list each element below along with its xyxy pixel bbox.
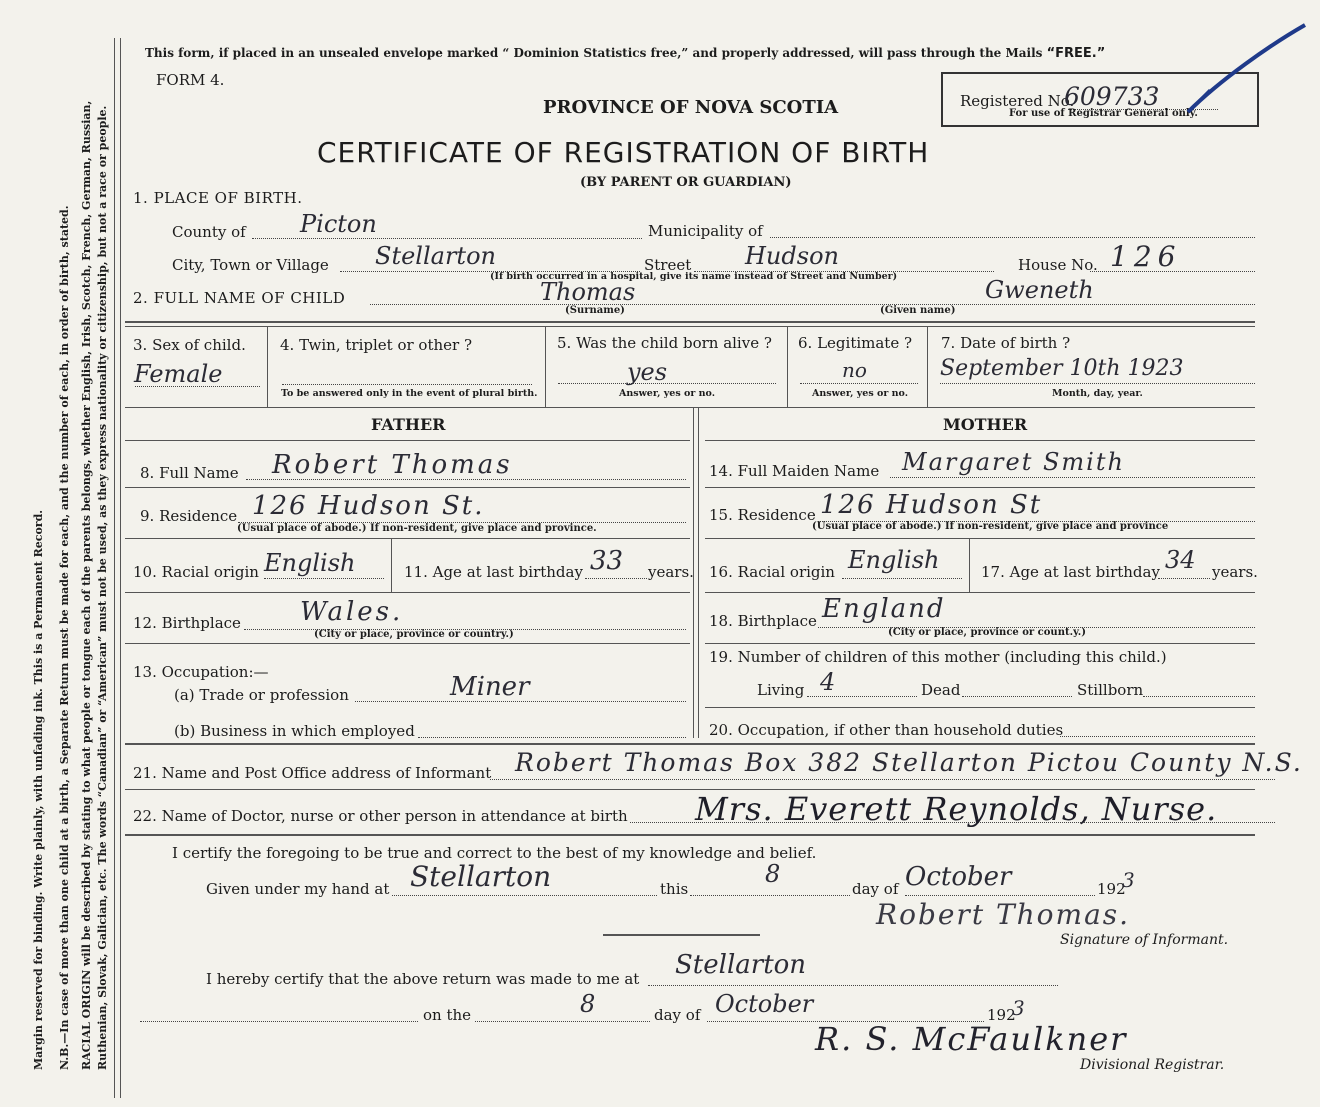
row-divider [125,440,690,441]
row-divider [705,643,1255,644]
return-year-suffix: 3 [1012,996,1025,1020]
margin-nb-note: N.B.—In case of more than one child at a birth, a Separate Return must be made for each, and the number of each, in order of birth, stated. [58,205,71,1070]
row-divider [705,440,1255,441]
legit-note: Answer, yes or no. [812,388,909,399]
mother-residence-label: 15. Residence [709,506,816,524]
dead-line [962,696,1072,697]
alive-value: yes [627,358,668,386]
informant-line [490,779,1275,780]
alive-note: Answer, yes or no. [619,388,716,399]
margin-rule [114,38,115,1098]
father-residence-value: 126 Hudson St. [252,491,485,521]
registered-label: Registered No. [960,92,1075,110]
on-the-lead-line [140,1021,418,1022]
father-heading: FATHER [371,415,446,434]
dob-line [940,383,1255,384]
municipality-line [770,237,1255,238]
father-residence-label: 9. Residence [140,507,238,525]
mother-name-label: 14. Full Maiden Name [709,462,880,480]
father-age-unit: years. [648,563,694,581]
mother-name-line [890,477,1255,478]
informant-label: 21. Name and Post Office address of Informant [133,764,492,782]
father-age-label: 11. Age at last birthday [404,563,583,581]
mother-racial-value: English [848,546,940,574]
mother-occupation-line [1060,736,1255,737]
father-age-line [585,578,647,579]
legit-label: 6. Legitimate ? [798,334,913,352]
mother-birthplace-label: 18. Birthplace [709,612,817,630]
signature-rule [603,934,760,936]
mother-name-value: Margaret Smith [902,448,1125,476]
row-divider [705,487,1255,488]
father-racial-label: 10. Racial origin [133,563,259,581]
mail-notice [145,46,1105,61]
mother-age-line [1158,578,1210,579]
informant-signature-caption: Signature of Informant. [1060,932,1229,948]
cell-divider [391,539,392,592]
mail-notice-text: This form, if placed in an unsealed envelope marked “ Dominion Statistics free,” and properly addressed, will pass through the Mails [145,46,1043,60]
row-divider [125,538,690,539]
cell-divider [787,327,788,407]
mother-occupation-label: 20. Occupation, if other than household duties [709,721,1064,739]
row-divider [705,592,1255,593]
given-place-value: Stellarton [410,860,552,893]
dead-label: Dead [921,681,961,699]
row-divider [125,743,1255,745]
row-divider [705,707,1255,708]
margin-racial-note-2: Ruthenian, Slovak, Galician, etc. The words “Canadian” or “American” must not be used, as they express nationality or citizenship, but not a race or people. [96,105,109,1070]
cell-divider [545,327,546,407]
twin-note: To be answered only in the event of plural birth. [281,388,538,399]
dob-value: September 10th 1923 [940,356,1184,381]
stillborn-label: Stillborn [1077,681,1144,699]
living-line [807,696,917,697]
father-racial-line [264,578,384,579]
month-line [905,895,1095,896]
dob-label: 7. Date of birth ? [941,334,1071,352]
on-the-label: on the [423,1006,472,1024]
alive-label: 5. Was the child born alive ? [557,334,772,352]
child-name-line [370,304,1255,305]
certificate-title: CERTIFICATE OF REGISTRATION OF BIRTH [317,136,930,169]
this-label: this [660,880,689,898]
form-number: FORM 4. [156,71,225,89]
row-divider [125,834,1255,836]
return-place-value: Stellarton [675,950,807,980]
margin-binding-note: Margin reserved for binding. Write plainly, with unfading ink. This is a Permanent Record. [32,509,45,1070]
mother-residence-note: (Usual place of abode.) If non-resident, give place and province [812,521,1169,532]
county-line [252,238,642,239]
city-label: City, Town or Village [172,256,329,274]
twin-label: 4. Twin, triplet or other ? [280,336,472,354]
hospital-note: (If birth occurred in a hospital, give its name instead of Street and Number) [490,271,898,282]
county-value: Picton [300,210,377,238]
return-day-value: 8 [580,990,596,1018]
row-divider [125,643,690,644]
this-day-line [690,895,850,896]
row-divider [705,538,1255,539]
street-label: Street [644,256,692,274]
business-line [418,737,686,738]
return-month-value: October [715,990,814,1018]
cell-divider [267,327,268,407]
registrar-caption: Divisional Registrar. [1080,1057,1225,1073]
check-mark-icon [1180,20,1310,120]
row-divider [125,407,1255,408]
house-label: House No. [1018,256,1098,274]
mother-birthplace-note: (City or place, province or count.y.) [888,627,1086,638]
father-name-label: 8. Full Name [140,464,239,482]
occupation-label: 13. Occupation:— [133,663,269,681]
trade-label: (a) Trade or profession [174,686,349,704]
registrar-signature: R. S. McFaulkner [815,1020,1128,1058]
given-caption: (Given name) [880,305,956,316]
twin-line [282,384,532,385]
children-label: 19. Number of children of this mother (including this child.) [709,648,1167,666]
father-birthplace-value: Wales. [300,597,404,627]
margin-rule-inner [120,38,121,1098]
mail-free-text: “FREE.” [1046,46,1106,61]
province-heading: PROVINCE OF NOVA SCOTIA [543,97,839,118]
municipality-label: Municipality of [648,222,763,240]
registrar-note: For use of Registrar General only. [1009,108,1198,119]
legit-line [800,383,918,384]
child-given-value: Gweneth [985,276,1094,304]
return-label: I hereby certify that the above return was made to me at [206,970,640,988]
mother-birthplace-value: England [822,594,946,624]
attendant-label: 22. Name of Doctor, nurse or other person in attendance at birth [133,807,628,825]
cell-divider [969,539,970,592]
attendant-value: Mrs. Everett Reynolds, Nurse. [695,790,1218,828]
living-label: Living [757,681,805,699]
year-prefix: 192 [1097,880,1126,898]
return-place-line [648,985,1058,986]
mother-residence-value: 126 Hudson St [820,490,1043,520]
stillborn-line [1143,696,1255,697]
street-value: Hudson [745,242,839,270]
county-label: County of [172,223,246,241]
mother-heading: MOTHER [943,415,1028,434]
row-divider [125,321,1255,323]
return-year-prefix: 192 [987,1006,1016,1024]
row-divider [125,592,690,593]
father-residence-note: (Usual place of abode.) If non-resident, give place and province. [237,523,597,534]
certify-statement: I certify the foregoing to be true and correct to the best of my knowledge and belief. [172,844,817,862]
return-day-of-label: day of [654,1006,701,1024]
house-value: 126 [1110,240,1182,273]
sex-value: Female [134,360,223,388]
registered-number: 609733 [1064,82,1160,111]
surname-caption: (Surname) [565,305,625,316]
month-value: October [905,862,1012,892]
mother-racial-label: 16. Racial origin [709,563,835,581]
trade-value: Miner [450,672,530,702]
given-place-line [392,895,657,896]
city-value: Stellarton [375,242,496,270]
father-birthplace-note: (City or place, province or country.) [314,629,514,640]
day-of-label: day of [852,880,899,898]
year-suffix: 3 [1122,868,1135,892]
father-racial-value: English [264,549,356,577]
return-day-line [475,1021,650,1022]
given-label: Given under my hand at [206,880,390,898]
father-age-value: 33 [590,546,624,576]
mother-age-unit: years. [1212,563,1258,581]
cell-divider [927,327,928,407]
mother-age-value: 34 [1165,546,1196,574]
business-label: (b) Business in which employed [174,722,415,740]
father-name-value: Robert Thomas [272,450,513,480]
parent-column-divider-2 [698,408,699,738]
father-birthplace-label: 12. Birthplace [133,614,241,632]
living-value: 4 [820,668,836,696]
child-surname-value: Thomas [540,278,636,306]
row-divider [125,326,1255,327]
legit-value: no [842,358,867,382]
margin-racial-note: RACIAL ORIGIN will be described by stating to what people or tongue each of the parents belongs, whether English, Irish, Scotch, French, German, Russian, [80,100,93,1070]
row-divider [125,487,690,488]
informant-value: Robert Thomas Box 382 Stellarton Pictou County N.S. [515,748,1303,777]
place-heading: 1. PLACE OF BIRTH. [133,189,303,207]
dob-note: Month, day, year. [1052,388,1143,399]
mother-racial-line [842,578,962,579]
sex-label: 3. Sex of child. [133,336,246,354]
this-day-value: 8 [765,860,781,888]
child-name-label: 2. FULL NAME OF CHILD [133,289,346,307]
certificate-subtitle: (BY PARENT OR GUARDIAN) [580,175,792,190]
informant-signature: Robert Thomas. [876,898,1131,931]
mother-age-label: 17. Age at last birthday [981,563,1160,581]
